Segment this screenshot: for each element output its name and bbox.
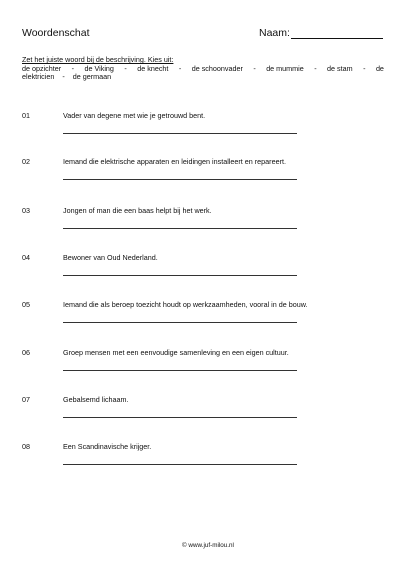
separator: - (62, 72, 65, 81)
separator: - (178, 63, 182, 73)
word-choice: de germaan (72, 72, 112, 81)
answer-line[interactable] (63, 179, 297, 180)
instructions-heading: Zet het juiste woord bij de beschrijving. Kies uit: (22, 55, 174, 64)
answer-line[interactable] (63, 322, 297, 323)
word-choice: de knecht (137, 63, 169, 73)
name-input-line[interactable] (291, 38, 383, 39)
footer-copyright: © www.juf-milou.nl (182, 542, 234, 549)
word-choice: de (375, 63, 384, 73)
page-title: Woordenschat (22, 27, 90, 39)
question-07 (22, 395, 402, 425)
question-number: 01 (22, 111, 30, 120)
question-number: 05 (22, 300, 30, 309)
question-01 (22, 111, 402, 141)
separator: - (253, 63, 256, 73)
word-choice: elektricien (22, 72, 55, 81)
word-choice: de mummie (266, 63, 304, 73)
word-choice: de opzichter (22, 63, 62, 73)
question-text: Bewoner van Oud Nederland. (63, 253, 158, 262)
separator: - (71, 63, 75, 73)
word-choice: de stam (327, 63, 353, 73)
question-text: Gebalsemd lichaam. (63, 395, 129, 404)
answer-line[interactable] (63, 133, 297, 134)
word-choice: de Viking (84, 63, 114, 73)
instructions (22, 56, 392, 82)
question-number: 02 (22, 157, 30, 166)
question-number: 03 (22, 206, 30, 215)
question-text: Een Scandinavische krijger. (63, 442, 152, 451)
answer-line[interactable] (63, 417, 297, 418)
word-choices-line-2 (22, 73, 392, 82)
word-choice: de schoonvader (191, 63, 243, 73)
answer-line[interactable] (63, 228, 297, 229)
question-text: Iemand die als beroep toezicht houdt op werkzaamheden, vooral in de bouw. (63, 300, 308, 309)
question-text: Jongen of man die een baas helpt bij het werk. (63, 206, 212, 215)
answer-line[interactable] (63, 370, 297, 371)
question-number: 04 (22, 253, 30, 262)
question-06 (22, 348, 402, 378)
question-text: Groep mensen met een eenvoudige samenleving en een eigen cultuur. (63, 348, 289, 357)
answer-line[interactable] (63, 275, 297, 276)
question-number: 08 (22, 442, 30, 451)
answer-line[interactable] (63, 464, 297, 465)
question-number: 07 (22, 395, 30, 404)
question-02 (22, 157, 402, 187)
question-04 (22, 253, 402, 283)
question-03 (22, 206, 402, 236)
separator: - (314, 63, 317, 73)
question-05 (22, 300, 402, 330)
question-number: 06 (22, 348, 30, 357)
question-text: Vader van degene met wie je getrouwd bent. (63, 111, 206, 120)
separator: - (363, 63, 366, 73)
question-text: Iemand die elektrische apparaten en leidingen installeert en repareert. (63, 157, 286, 166)
separator: - (124, 63, 127, 73)
name-label: Naam: (259, 27, 290, 39)
question-08 (22, 442, 402, 472)
